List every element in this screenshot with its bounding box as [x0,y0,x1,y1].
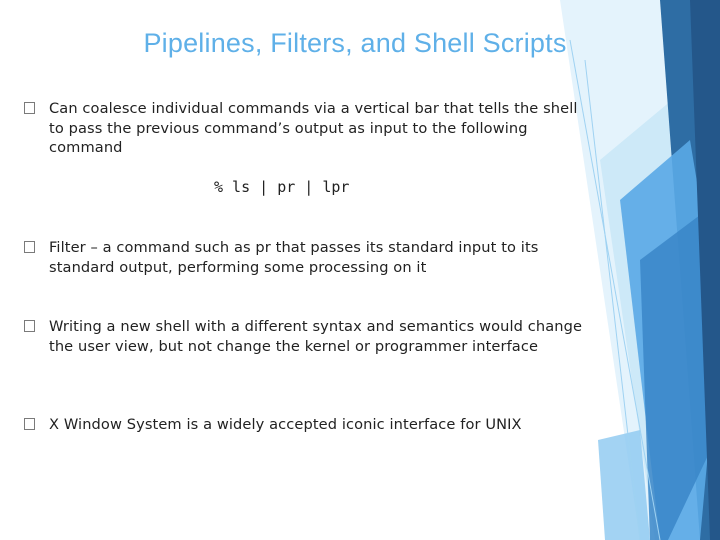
bullet-item [24,238,589,277]
square-bullet-icon [24,418,35,430]
bullet-text: Filter – a command such as pr that passes its standard input to its standard output, performing some processing on it [49,239,539,276]
square-bullet-icon [24,102,35,114]
square-bullet-icon [24,320,35,332]
square-bullet-icon [24,241,35,253]
bullet-item [24,317,589,356]
bullet-item [24,415,589,435]
bullet-text: Writing a new shell with a different syntax and semantics would change the user view, but not change the kernel or programmer interface [49,318,583,355]
bullet-item [24,99,589,158]
slide-title: Pipelines, Filters, and Shell Scripts [143,28,567,58]
bullet-text: Can coalesce individual commands via a vertical bar that tells the shell to pass the previous command’s output as input to the following command [49,100,578,156]
command-example: % ls | pr | lpr [214,178,350,196]
bullet-text: X Window System is a widely accepted iconic interface for UNIX [49,416,522,433]
